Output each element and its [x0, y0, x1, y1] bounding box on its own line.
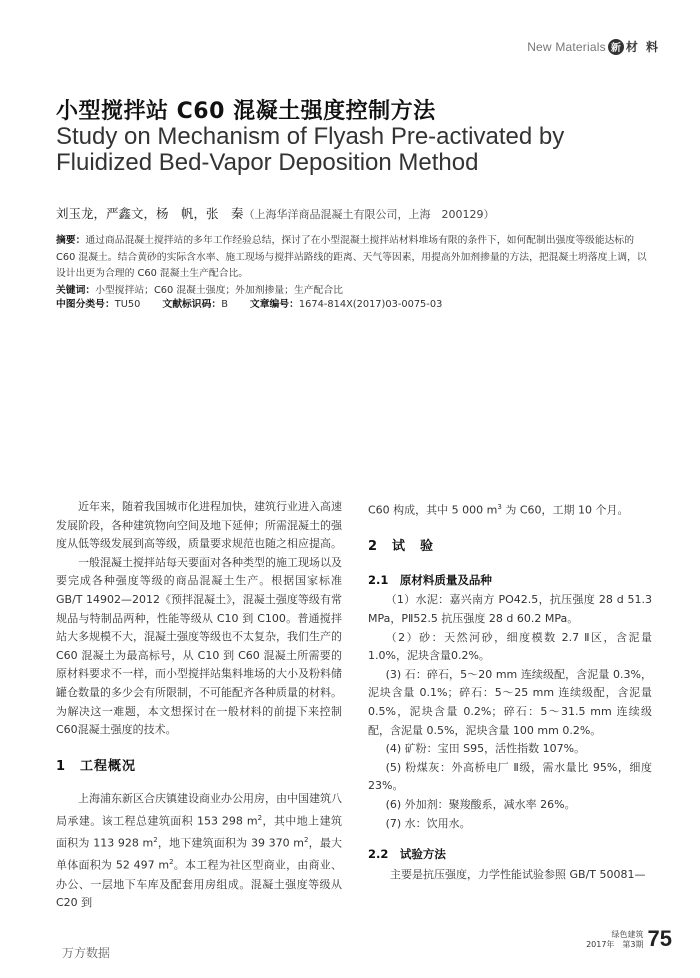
clc-value: TU50 [114, 299, 141, 310]
author-line [56, 204, 495, 222]
journal-info [586, 930, 643, 950]
running-header [527, 38, 660, 55]
page-footer [586, 928, 672, 950]
project-paragraph: 上海浦东新区合庆镇建设商业办公用房，由中国建筑八局承建。该工程总建筑面积 153 298 $m^2$，其中地上建筑面积为 113 928 $m^2$，地下建筑面积为 39 370 $m^2$，最大单体面积为 52 497 $m^2$。本工程为社区型商业，由商业、办公、一层地下车库及配套用房组成。混凝土强度等级从 C20 到 [56, 792, 343, 910]
doc-code-value: B [221, 299, 228, 310]
section-heading-1: 1 工程概况 [56, 758, 137, 774]
continuation-paragraph: C60 构成，其中 5 000 $m^3$ 为 C60，工期 10 个月。 [368, 503, 629, 517]
section-heading-2: 2 试 验 [368, 539, 435, 555]
material-item: (7) 水：饮用水。 [385, 816, 471, 830]
article-no-label: 文章编号： [249, 299, 299, 310]
material-item: (6) 外加剂：聚羧酸系，减水率 26%。 [385, 797, 576, 811]
keywords [56, 282, 343, 296]
authors: 刘玉龙，严鑫文，杨 帆，张 秦 [56, 206, 244, 221]
material-item: (4) 矿粉：宝田 S95，活性指数 107%。 [385, 742, 586, 756]
left-column [56, 498, 342, 913]
affiliation: （上海华洋商品混凝土有限公司，上海 200129） [243, 208, 495, 221]
keywords-text: 小型搅拌站；C60 混凝土强度；外加剂掺量；生产配合比 [95, 285, 343, 296]
journal-issue: 2017年 第3期 [586, 940, 644, 949]
abstract-text: 通过商品混凝土搅拌站的多年工作经验总结，探讨了在小型混凝土搅拌站材料堆场有限的条件下，如何配制出强度等级能达标的 C60 混凝土。结合黄砂的实际含水率、施工现场与搅拌站路线的距离、天气等因素，用提高外加剂掺量的方法，把混凝土坍落度上调，以设计出更为合理的 C60 混凝土生产配合比。 [56, 235, 647, 279]
subsection-heading-2-2: 2.2 试验方法 [368, 847, 446, 862]
keywords-label: 关键词： [56, 285, 96, 296]
method-paragraph: 主要是抗压强度，力学性能试验参照 GB/T 50081— [390, 867, 646, 881]
new-badge-icon: 新 [608, 39, 624, 55]
abstract [56, 233, 656, 283]
page-number: 75 [647, 926, 672, 951]
header-section-cn: 材 料 [625, 40, 660, 54]
clc-label: 中图分类号： [56, 299, 115, 310]
intro-paragraph: 近年来，随着我国城市化进程加快，建筑行业进入高速发展阶段，各种建筑物向空间及地下延伸；所需混凝土的强度从低等级发展到高等级，质量要求规范也随之相应提高。 [56, 500, 342, 551]
doc-code-label: 文献标识码： [162, 299, 222, 310]
title-chinese: 小型搅拌站 C60 混凝土强度控制方法 [56, 99, 436, 124]
abstract-label: 摘要： [56, 235, 86, 246]
article-no-value: 1674-814X(2017)03-0075-03 [298, 299, 443, 310]
title-english: Study on Mechanism of Flyash Pre-activated by Fluidized Bed-Vapor Deposition Method [56, 123, 565, 176]
subsection-heading-2-1: 2.1 原材料质量及品种 [368, 572, 492, 587]
classification-line [56, 296, 442, 310]
material-item: (5) 粉煤灰：外高桥电厂 Ⅱ级，需水量比 95%，细度 23%。 [368, 760, 652, 793]
journal-name: 绿色建筑 [611, 930, 644, 939]
material-item: （2）砂：天然河砂，细度模数 2.7 Ⅱ区，含泥量 1.0%，泥块含量0.2%。 [368, 630, 652, 663]
source-watermark: 万方数据 [62, 946, 111, 960]
header-section-en: New Materials [527, 39, 606, 54]
right-column [368, 498, 652, 884]
material-item: （1）水泥：嘉兴南方 PO42.5，抗压强度 28 d 51.3 MPa，PⅡ52.5 抗压强度 28 d 60.2 MPa。 [368, 593, 652, 626]
material-item: (3) 石：碎石，5～20 mm 连续级配，含泥量 0.3%，泥块含量 0.1%；碎石：5～25 mm 连续级配，含泥量 0.5%，泥块含量 0.2%；碎石：5～31.5 mm 连续级配，含泥量 0.5%，泥块含量 100 mm 0.2%。 [368, 667, 652, 737]
intro-paragraph: 一般混凝土搅拌站每天要面对各种类型的施工现场以及要完成各种强度等级的商品混凝土生产。根据国家标准 GB/T 14902—2012《预拌混凝土》，混凝土强度等级有常规品与特制品两种，性能等级从 C10 到 C100。普通搅拌站大多规模不大，混凝土强度等级也不太复杂，我们生产的 C60 混凝土为最高标号，从 C10 到 C60 混凝土所需要的原材料要求不一样，而小型搅拌站集料堆场的大小及粉料储罐仓数量的多少会有所限制，不可能配齐各种质量的材料。为解决这一难题，本文想探讨在一般材料的前提下来控制 C60混凝土强度的技术。 [56, 555, 342, 737]
